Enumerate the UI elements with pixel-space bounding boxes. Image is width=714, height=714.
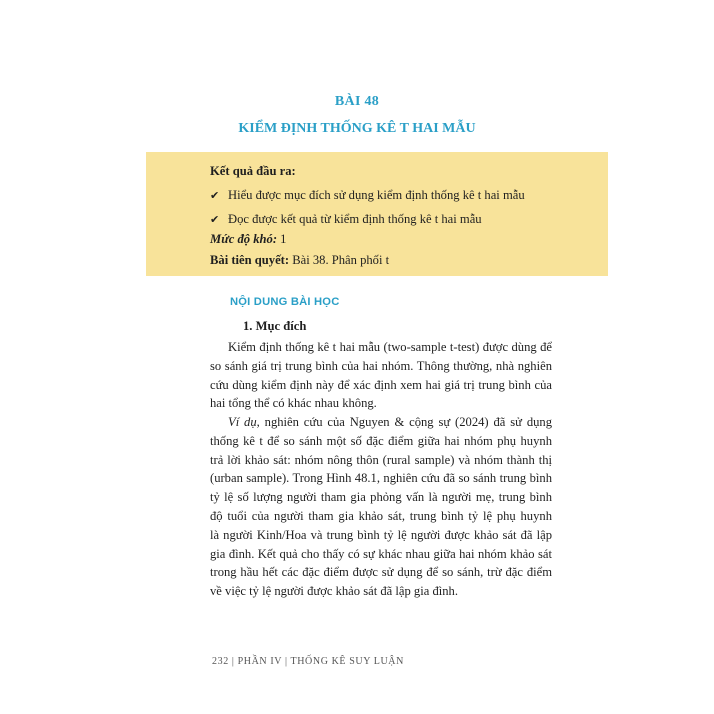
subheading-purpose: 1. Mục đích — [243, 319, 307, 333]
paragraph-line: trong hầu hết các đặc điểm được sử dụng để so sánh, trừ đặc điểm — [210, 565, 552, 580]
outcome-item-text: Đọc được kết quả từ kiểm định thống kê t hai mẫu — [228, 212, 482, 226]
example-intro: Ví dụ — [228, 415, 257, 429]
paragraph-line: thống kê t để so sánh một số đặc điểm giữa hai nhóm phụ huynh — [210, 433, 552, 448]
outcome-item-text: Hiểu được mục đích sử dụng kiểm định thống kê t hai mẫu — [228, 188, 525, 202]
checkmark-icon: ✔ — [210, 189, 220, 202]
section-heading: NỘI DUNG BÀI HỌC — [230, 296, 340, 308]
prerequisite-line — [210, 252, 389, 268]
paragraph-line: trả lời khảo sát: nhóm nông thôn (rural sample) và nhóm thành thị — [210, 452, 552, 467]
paragraph-line — [210, 413, 552, 432]
paragraph-example — [210, 413, 552, 601]
outcome-item — [210, 187, 525, 204]
paragraph-line: cứu dùng kiểm định này để xác định xem hai giá trị trung bình của — [210, 377, 552, 392]
paragraph-definition — [210, 338, 552, 413]
example-first-line: , nghiên cứu của Nguyen & cộng sự (2024) đã sử dụng — [256, 415, 553, 429]
outcome-item — [210, 211, 482, 228]
checkmark-icon: ✔ — [210, 213, 220, 226]
page-footer: 232 | PHẦN IV | THỐNG KÊ SUY LUẬN — [212, 656, 404, 667]
learning-outcomes-box — [146, 152, 608, 276]
paragraph-line: gia đình. Kết quả cho thấy có sự khác nhau giữa hai nhóm khảo sát — [210, 546, 552, 561]
paragraph-line: độ tuổi của người tham gia khảo sát, trung bình tỷ lệ phụ huynh — [210, 508, 552, 523]
paragraph-line: là người Kinh/Hoa và trung bình tỷ lệ người được khảo sát đã lập — [210, 527, 552, 542]
lesson-number: BÀI 48 — [334, 94, 380, 109]
prerequisite-value: Bài 38. Phân phối t — [292, 253, 390, 267]
paragraph-line: hai tổng thể có khác nhau không. — [210, 396, 377, 411]
paragraph-line: về việc tỷ lệ người được khảo sát đã lập gia đình. — [210, 584, 458, 599]
lesson-title: KIỂM ĐỊNH THỐNG KÊ T HAI MẪU — [238, 121, 476, 136]
difficulty-line — [210, 231, 286, 247]
difficulty-value: 1 — [280, 232, 287, 246]
outcomes-heading: Kết quả đầu ra: — [210, 164, 296, 178]
paragraph-line: Kiểm định thống kê t hai mẫu (two-sample t-test) được dùng để — [228, 340, 552, 354]
paragraph-line: (urban sample). Trong Hình 48.1, nghiên cứu đã so sánh trung bình — [210, 471, 552, 486]
prerequisite-label: Bài tiên quyết: — [210, 253, 290, 267]
paragraph-line: so sánh giá trị trung bình của hai nhóm. Thông thường, nhà nghiên — [210, 358, 552, 373]
paragraph-line: tỷ lệ số lượng người tham gia phỏng vấn là người mẹ, trung bình — [210, 490, 552, 505]
difficulty-label: Mức độ khó: — [210, 232, 278, 246]
